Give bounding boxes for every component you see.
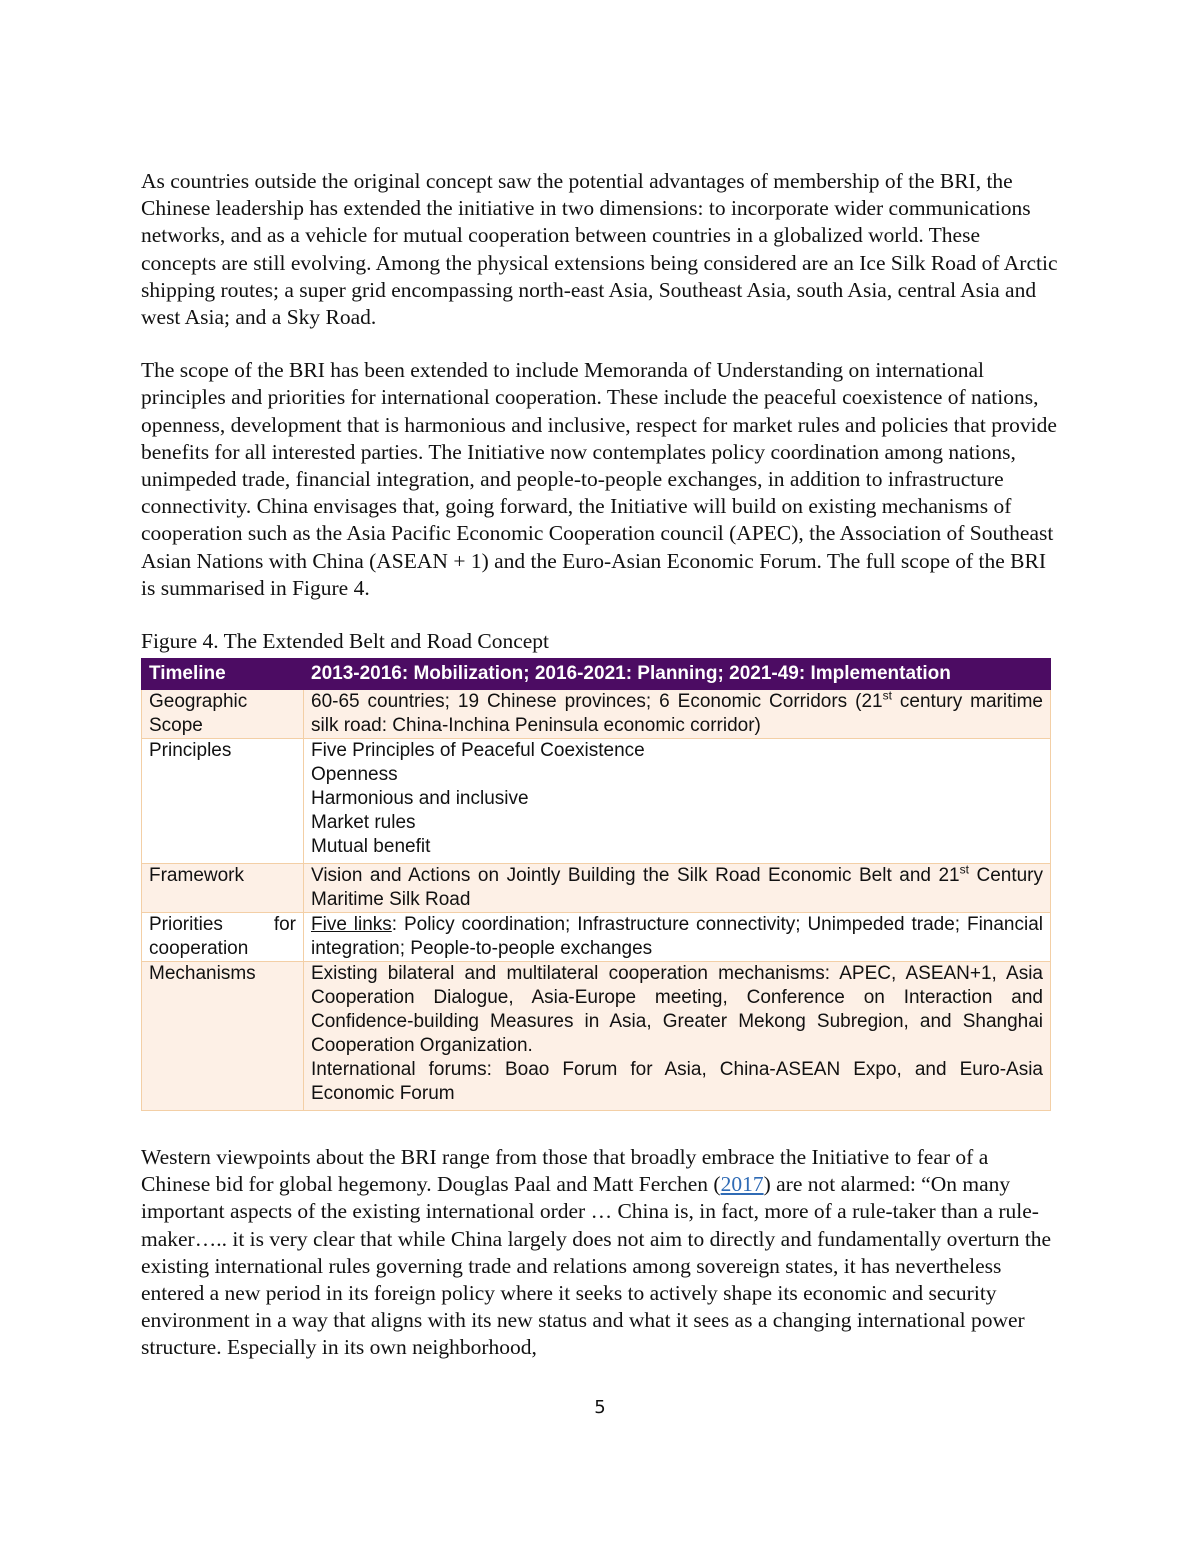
framework-text-a: Vision and Actions on Jointly Building the Silk Road Economic Belt and 21 [311,865,960,887]
citation-2017-link[interactable]: 2017 [720,1172,764,1197]
geo-superscript: st [882,688,892,703]
row-label-framework: Framework [142,864,304,913]
page-number: 5 [594,1397,606,1418]
principle-item: Five Principles of Peaceful Coexistence [311,740,645,762]
figure-caption: Figure 4. The Extended Belt and Road Concept [141,629,550,654]
row-value-principles [304,739,1051,864]
mechanisms-text-1: Existing bilateral and multilateral cooperation mechanisms: APEC, ASEAN+1, Asia Cooperation Dialogue, Asia-Europe meeting, Conference on Interaction and Confidence-building Measures in Asia, Greater Mekong Subregion, and Shanghai Cooperation Organization. [311,963,1043,1057]
principle-item: Harmonious and inclusive [311,788,529,810]
paragraph-2: The scope of the BRI has been extended to include Memoranda of Understanding on international principles and priorities for international cooperation. These include the peaceful coexistence of nations, openness, development that is harmonious and inclusive, respect for market rules and policies that provide benefits for all interested parties. The Initiative now contemplates policy coordination among nations, unimpeded trade, financial integration, and people-to-people exchanges, in addition to infrastructure connectivity. China envisages that, going forward, the Initiative will build on existing mechanisms of cooperation such as the Asia Pacific Economic Cooperation council (APEC), the Association of Southeast Asian Nations with China (ASEAN + 1) and the Euro-Asian Economic Forum. The full scope of the BRI is summarised in Figure 4. [141,358,1057,600]
geo-text-a: 60-65 countries; 19 Chinese provinces; 6 Economic Corridors (21 [311,691,883,713]
row-value-geographic-scope [304,690,1051,739]
bri-concept-table [141,658,1051,1111]
paragraph-3 [141,1144,1059,1362]
header-timeline: Timeline [142,659,304,690]
paragraph-3-start: Western viewpoints about the BRI range from those that broadly embrace the Initiative to fear of a Chinese bid for global hegemony. Douglas Paal and Matt Ferchen [141,1145,989,1197]
priorities-label-c: cooperation [149,938,249,960]
row-value-framework [304,864,1051,913]
mechanisms-text-2: International forums: Boao Forum for Asia, China-ASEAN Expo, and Euro-Asia Economic Forum [311,1059,1043,1105]
row-value-mechanisms [304,962,1051,1111]
paragraph-3-open-paren: ( [713,1172,721,1197]
principle-item: Openness [311,764,398,786]
row-label-geographic-scope: Geographic Scope [142,690,304,739]
paragraph-1: As countries outside the original concept saw the potential advantages of membership of the BRI, the Chinese leadership has extended the initiative in two dimensions: to incorporate wider communications networks, and as a vehicle for mutual cooperation between countries in a globalized world. These concepts are still evolving. Among the physical extensions being considered are an Ice Silk Road of Arctic shipping routes; a super grid encompassing north-east Asia, Southeast Asia, south Asia, central Asia and west Asia; and a Sky Road. [141,169,1058,330]
header-phases: 2013-2016: Mobilization; 2016-2021: Planning; 2021-49: Implementation [304,659,1051,690]
priorities-label-a: Priorities [149,914,223,936]
five-links-link[interactable]: Five links [311,914,392,936]
principle-item: Market rules [311,812,416,834]
table-row-principles [142,739,1051,864]
principle-item: Mutual benefit [311,836,431,858]
row-label-priorities [142,913,304,962]
table-row-mechanisms [142,962,1051,1111]
table-row-framework [142,864,1051,913]
geo-text-b: century maritime silk road: China-Inchina Peninsula economic corridor) [311,691,1044,737]
row-value-priorities [304,913,1051,962]
priorities-label-line-1 [149,913,296,937]
table-header-row [142,659,1051,690]
row-label-mechanisms: Mechanisms [142,962,304,1111]
paragraph-3-rest: ) are not alarmed: “On many important aspects of the existing international order … China is, in fact, more of a rule-taker than a rule-maker….. it is very clear that while China largely does not aim to directly and fundamentally overturn the existing international rules governing trade and relations among sovereign states, it has nevertheless entered a new period in its foreign policy where it seeks to actively shape its economic and security environment in a way that aligns with its new status and what it sees as a changing international power structure. Especially in its own neighborhood, [141,1172,1052,1360]
priorities-label-b: for [273,914,296,936]
priorities-text: : Policy coordination; Infrastructure connectivity; Unimpeded trade; Financial integration; People-to-people exchanges [311,914,1044,960]
table-row-priorities [142,913,1051,962]
framework-superscript: st [959,862,969,877]
table-row-geographic-scope [142,690,1051,739]
page-content [141,168,1059,1362]
framework-text-b: Century Maritime Silk Road [311,865,1043,911]
row-label-principles: Principles [142,739,304,864]
